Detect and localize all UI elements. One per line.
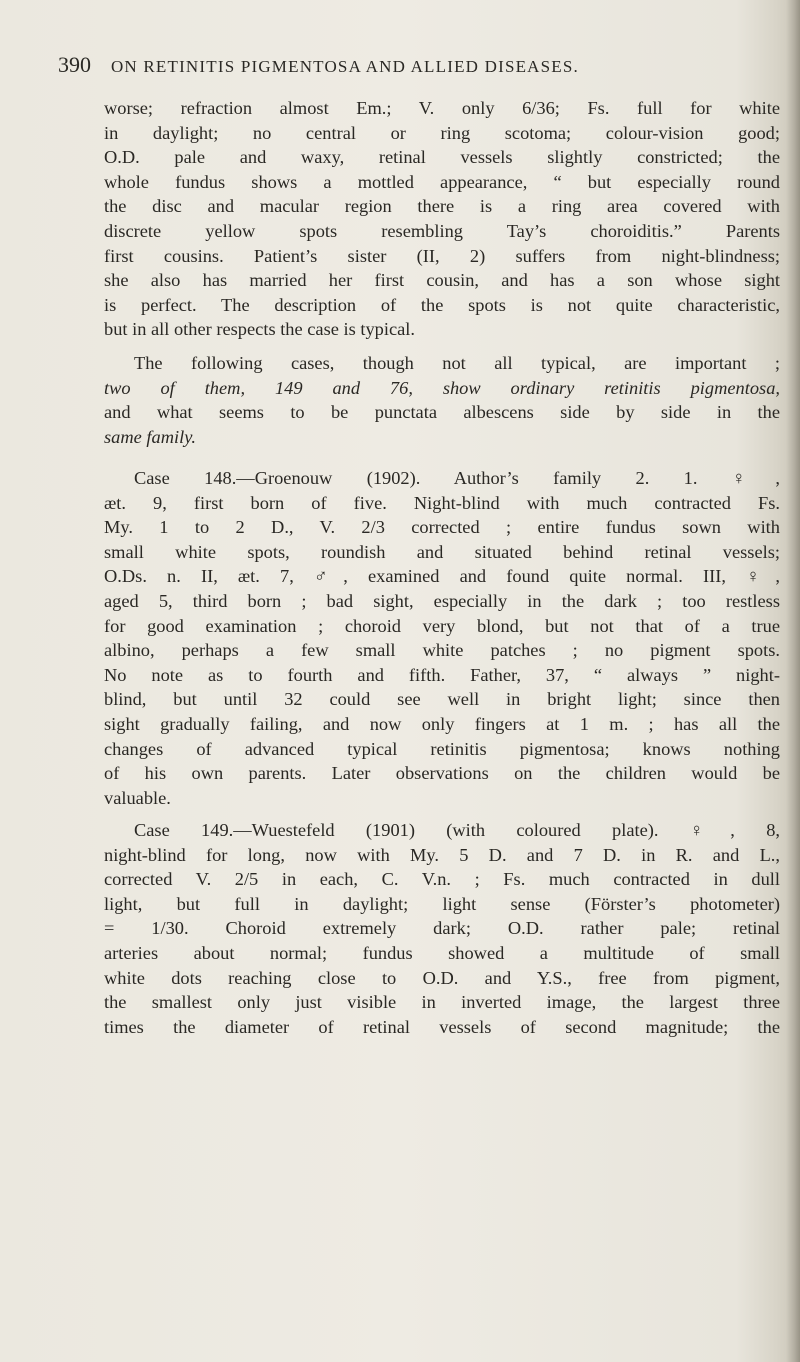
text-line: Case 149.—Wuestefeld (1901) (with coloured plate). ♀, 8,	[134, 820, 780, 840]
text-line-italic	[104, 376, 780, 401]
text-line: albino, perhaps a few small white patches ; no pigment spots.	[104, 640, 780, 661]
text-line: arteries about normal; fundus showed a multitude of small	[104, 942, 780, 963]
text-line: she also has married her first cousin, and has a son whose sight	[104, 270, 780, 291]
text-line: corrected V. 2/5 in each, C. V.n. ; Fs. much contracted in dull	[104, 869, 780, 890]
text-line: aged 5, third born ; bad sight, especially in the dark ; too restless	[104, 590, 780, 611]
text-line: changes of advanced typical retinitis pigmentosa; knows nothing	[104, 738, 780, 759]
running-head	[58, 52, 758, 78]
text-line: same family.	[104, 426, 196, 447]
running-head-title: ON RETINITIS PIGMENTOSA AND ALLIED DISEASES.	[110, 57, 579, 76]
text-line: the smallest only just visible in inverted image, the largest three	[104, 992, 780, 1013]
text-line-italic	[104, 425, 780, 450]
text-line: æt. 9, first born of five. Night-blind with much contracted Fs.	[104, 492, 780, 513]
text-line: is perfect. The description of the spots is not quite characteristic,	[104, 294, 780, 315]
paragraph-introduction	[104, 351, 780, 449]
text-line: O.D. pale and waxy, retinal vessels slightly constricted; the	[104, 147, 780, 168]
text-line: for good examination ; choroid very blond, but not that of a true	[104, 615, 780, 636]
text-line: but in all other respects the case is typical.	[104, 319, 416, 340]
text-line: light, but full in daylight; light sense (Förster’s photometer)	[104, 893, 780, 914]
text-line: two of them, 149 and 76, show ordinary retinitis pigmentosa,	[104, 377, 780, 398]
text-line: night-blind for long, now with My. 5 D. and 7 D. in R. and L.,	[104, 844, 780, 865]
page-edge-shadow	[786, 0, 800, 1362]
text-line: times the diameter of retinal vessels of second magnitude; the	[104, 1016, 780, 1037]
text-line: in daylight; no central or ring scotoma; colour-vision good;	[104, 122, 780, 143]
text-line: O.Ds. n. II, æt. 7, ♂, examined and found quite normal. III, ♀,	[104, 566, 780, 587]
paragraph-case-147-continued	[104, 96, 780, 342]
text-line: No note as to fourth and fifth. Father, 37, “ always ” night-	[104, 664, 780, 685]
text-line: valuable.	[104, 787, 171, 808]
text-line: whole fundus shows a mottled appearance, “ but especially round	[104, 171, 780, 192]
text-line: Case 148.—Groenouw (1902). Author’s family 2. 1. ♀,	[134, 468, 780, 488]
paragraph-case-149	[104, 818, 780, 1039]
text-line: first cousins. Patient’s sister (II, 2) suffers from night-blindness;	[104, 245, 780, 266]
text-line: My. 1 to 2 D., V. 2/3 corrected ; entire fundus sown with	[104, 517, 780, 538]
text-line: worse; refraction almost Em.; V. only 6/36; Fs. full for white	[104, 98, 780, 118]
text-line: = 1/30. Choroid extremely dark; O.D. rather pale; retinal	[104, 918, 780, 939]
page-number: 390	[58, 52, 91, 77]
text-line: discrete yellow spots resembling Tay’s choroiditis.” Parents	[104, 220, 780, 241]
text-line: small white spots, roundish and situated behind retinal vessels;	[104, 541, 780, 562]
text-line: sight gradually failing, and now only fingers at 1 m. ; has all the	[104, 713, 780, 734]
text-line: The following cases, though not all typical, are important ;	[134, 353, 780, 373]
text-line: blind, but until 32 could see well in bright light; since then	[104, 689, 780, 710]
text-line: and what seems to be punctata albescens side by side in the	[104, 402, 780, 423]
text-line: of his own parents. Later observations on the children would be	[104, 763, 780, 784]
text-line: the disc and macular region there is a ring area covered with	[104, 196, 780, 217]
paragraph-case-148	[104, 466, 780, 810]
text-line: white dots reaching close to O.D. and Y.S., free from pigment,	[104, 967, 780, 988]
